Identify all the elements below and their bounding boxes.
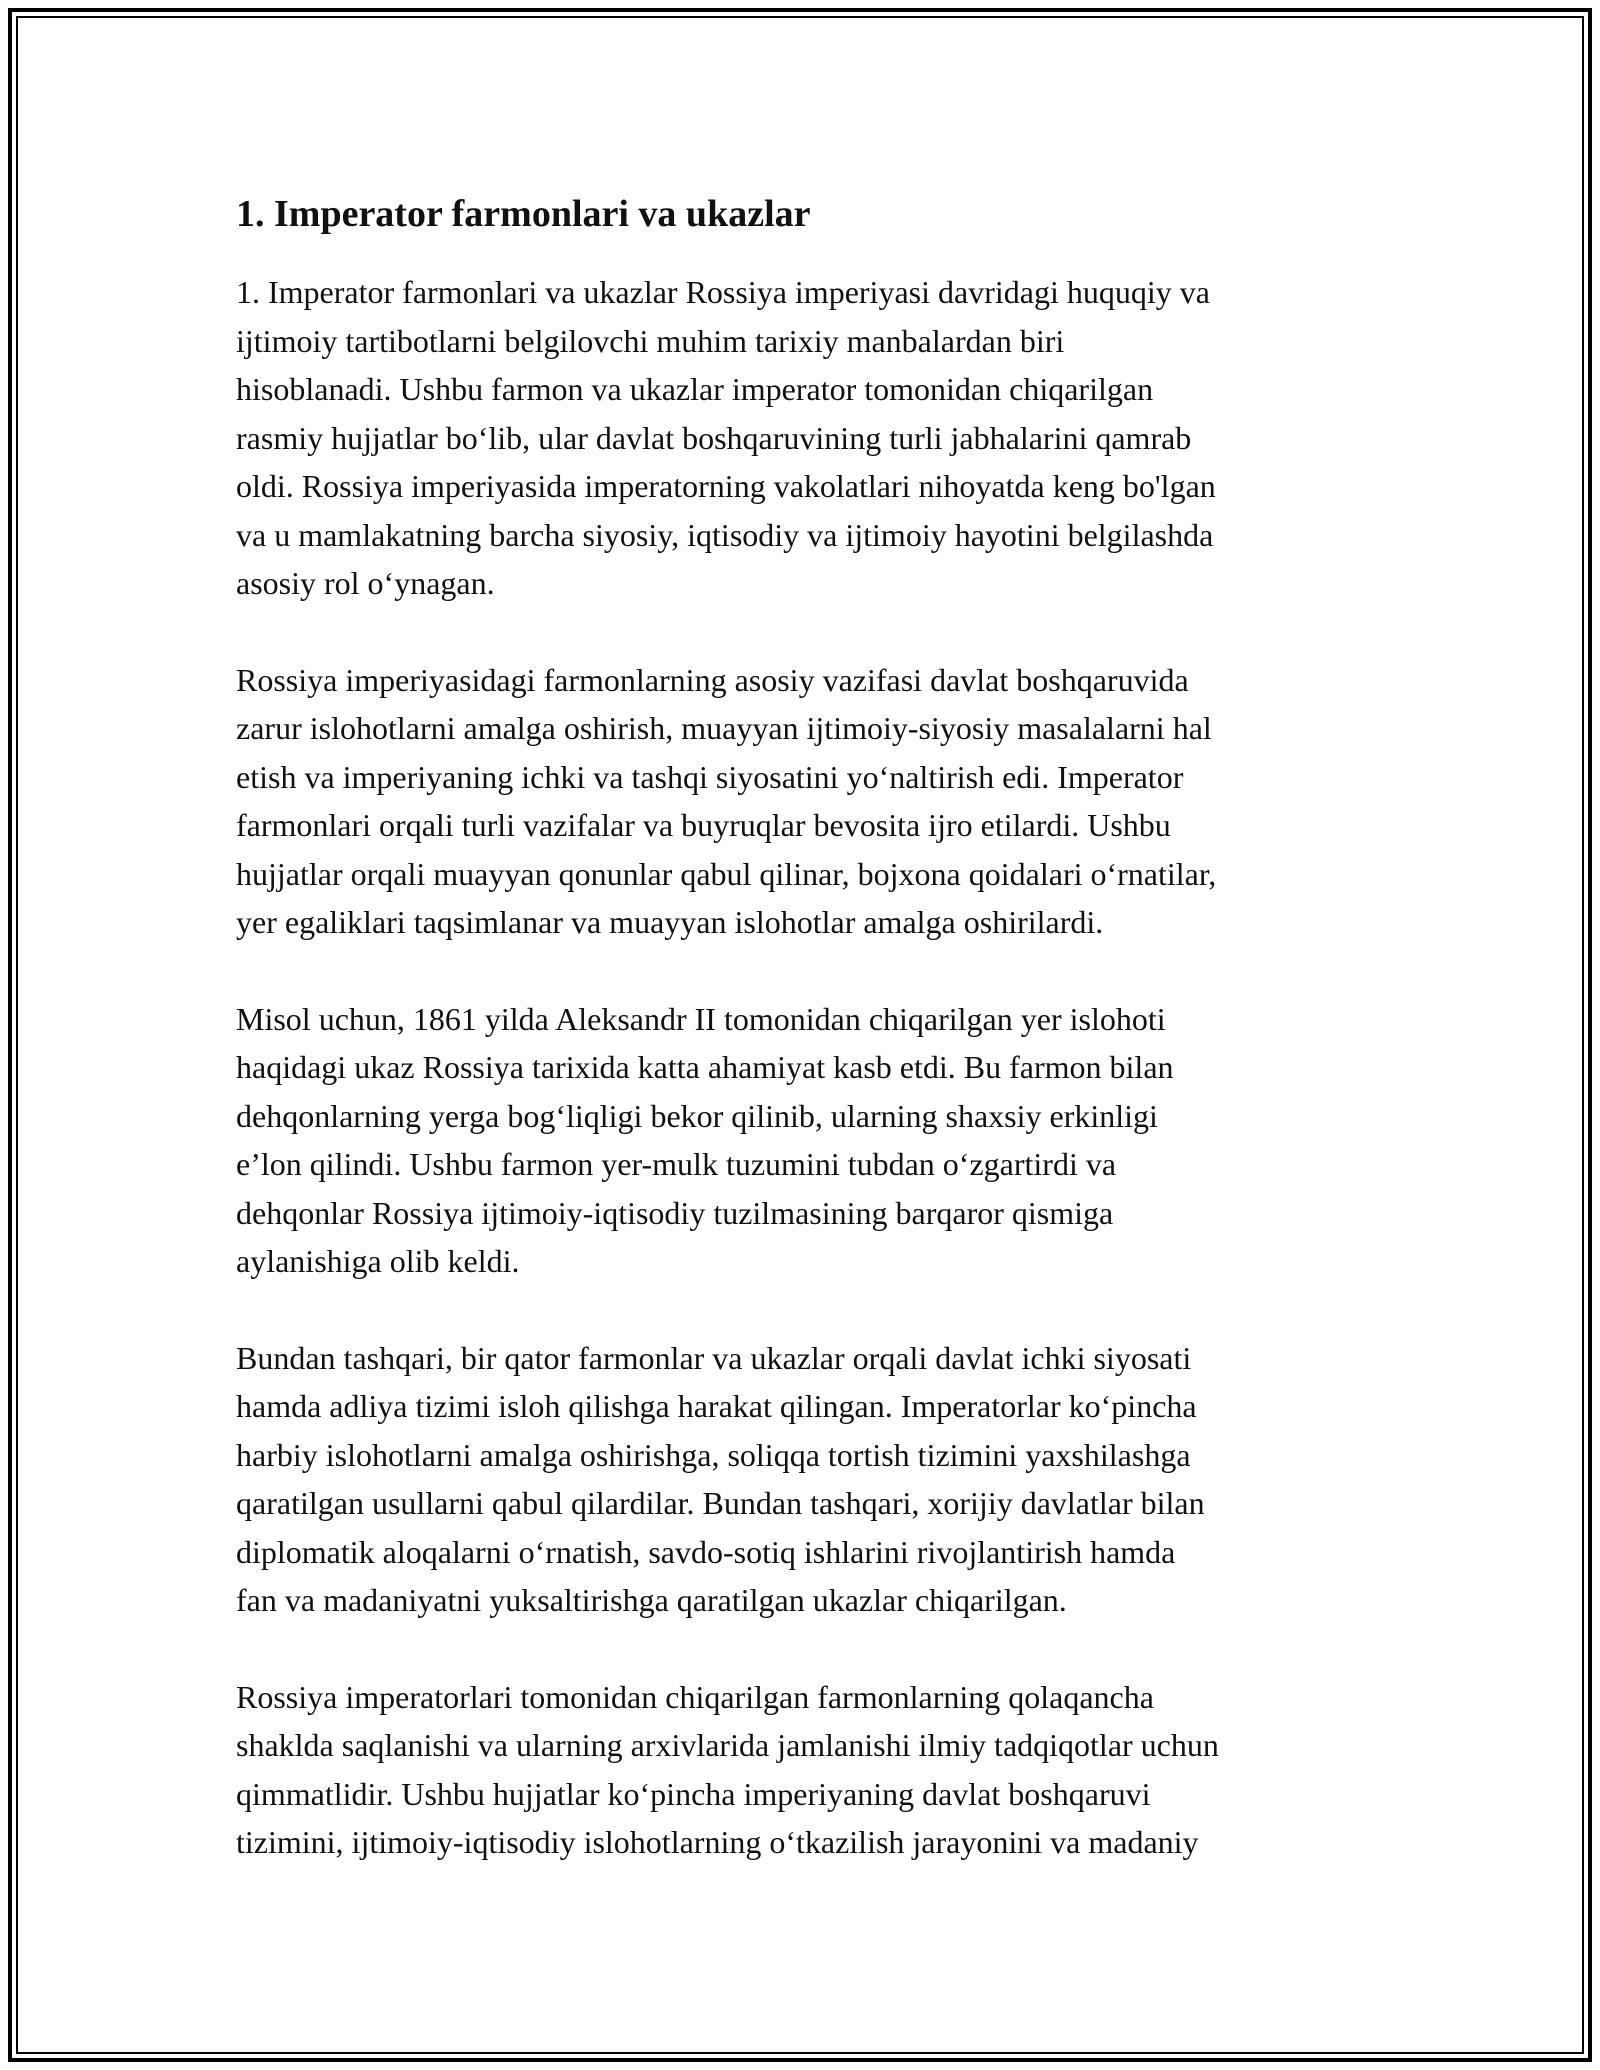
paragraph-1: 1. Imperator farmonlari va ukazlar Rossiya imperiyasi davridagi huquqiy va ijtimoiy tartibotlarni belgilovchi muhim tarixiy manbalardan biri hisoblanadi. Ushbu farmon va ukazlar imperator tomonidan chiqarilgan rasmiy hujjatlar bo‘lib, ular davlat boshqaruvining turli jabhalarini qamrab oldi. Rossiya imperiyasida imperatorning vakolatlari nihoyatda keng bo'lgan va u mamlakatning barcha siyosiy, iqtisodiy va ijtimoiy hayotini belgilashda asosiy rol o‘ynagan.	[236, 274, 1216, 601]
paragraph-2: Rossiya imperiyasidagi farmonlarning asosiy vazifasi davlat boshqaruvida zarur islohotlarni amalga oshirish, muayyan ijtimoiy-siyosiy masalalarni hal etish va imperiyaning ichki va tashqi siyosatini yo‘naltirish edi. Imperator farmonlari orqali turli vazifalar va buyruqlar bevosita ijro etilardi. Ushbu hujjatlar orqali muayyan qonunlar qabul qilinar, bojxona qoidalari o‘rnatilar, yer egaliklari taqsimlanar va muayyan islohotlar amalga oshirilardi.	[236, 661, 1217, 940]
document-body	[236, 186, 1366, 1915]
paragraph-4: Bundan tashqari, bir qator farmonlar va ukazlar orqali davlat ichki siyosati hamda adliya tizimi isloh qilishga harakat qilingan. Imperatorlar ko‘pincha harbiy islohotlarni amalga oshirishga, soliqqa tortish tizimini yaxshilashga qaratilgan usullarni qabul qilardilar. Bundan tashqari, xorijiy davlatlar bilan diplomatik aloqalarni o‘rnatish, savdo-sotiq ishlarini rivojlantirish hamda fan va madaniyatni yuksaltirishga qaratilgan ukazlar chiqarilgan.	[236, 1339, 1205, 1618]
section-heading: 1. Imperator farmonlari va ukazlar	[236, 193, 811, 235]
paragraph-3: Misol uchun, 1861 yilda Aleksandr II tomonidan chiqarilgan yer islohoti haqidagi ukaz Rossiya tarixida katta ahamiyat kasb etdi. Bu farmon bilan dehqonlarning yerga bog‘liqligi bekor qilinib, ularning shaxsiy erkinligi e’lon qilindi. Ushbu farmon yer-mulk tuzumini tubdan o‘zgartirdi va dehqonlar Rossiya ijtimoiy-iqtisodiy tuzilmasining barqaror qismiga aylanishiga olib keldi.	[236, 1000, 1174, 1279]
paragraph-5: Rossiya imperatorlari tomonidan chiqarilgan farmonlarning qolaqancha shaklda saqlanishi va ularning arxivlarida jamlanishi ilmiy tadqiqotlar uchun qimmatlidir. Ushbu hujjatlar ko‘pincha imperiyaning davlat boshqaruvi tizimini, ijtimoiy-iqtisodiy islohotlarning o‘tkazilish jarayonini va madaniy	[236, 1678, 1219, 1860]
